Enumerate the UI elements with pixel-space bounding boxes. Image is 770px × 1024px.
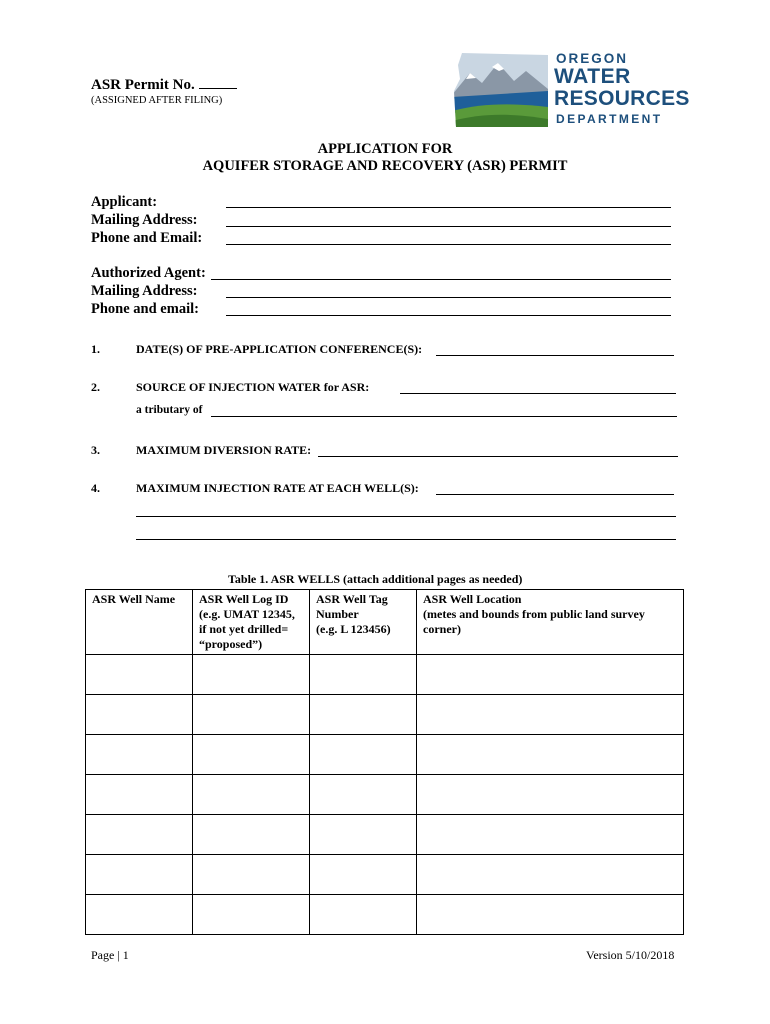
header-line: ASR Well Location	[423, 592, 522, 606]
header-line: corner)	[423, 622, 461, 636]
item-3-input-line[interactable]	[318, 456, 678, 457]
applicant-phone-input-line[interactable]	[226, 244, 671, 245]
header-line: if not yet drilled=	[199, 622, 289, 636]
table-row	[86, 895, 684, 935]
header-line: ASR Well Name	[92, 592, 176, 606]
asr-wells-table	[85, 589, 684, 935]
well-name-cell[interactable]	[86, 775, 193, 815]
col-header-well-tag	[310, 590, 417, 655]
col-header-well-name	[86, 590, 193, 655]
well-log-id-cell[interactable]	[193, 895, 310, 935]
item-1-input-line[interactable]	[436, 355, 674, 356]
permit-number-label: ASR Permit No.	[91, 77, 195, 93]
item-4-extra-line-1[interactable]	[136, 516, 676, 517]
owrd-logo	[452, 51, 690, 131]
well-location-cell[interactable]	[417, 895, 684, 935]
well-log-id-cell[interactable]	[193, 735, 310, 775]
well-tag-cell[interactable]	[310, 855, 417, 895]
item-2-input-line[interactable]	[400, 393, 676, 394]
applicant-mailing-input-line[interactable]	[226, 226, 671, 227]
well-log-id-cell[interactable]	[193, 815, 310, 855]
page-number: Page | 1	[91, 948, 129, 962]
col-header-well-log-id	[193, 590, 310, 655]
table-header-row	[86, 590, 684, 655]
well-name-cell[interactable]	[86, 655, 193, 695]
table-row	[86, 655, 684, 695]
header-line: (metes and bounds from public land survey	[423, 607, 645, 621]
well-log-id-cell[interactable]	[193, 775, 310, 815]
item-3-label: MAXIMUM DIVERSION RATE:	[136, 443, 312, 457]
agent-label: Authorized Agent:	[91, 265, 206, 281]
well-location-cell[interactable]	[417, 775, 684, 815]
well-name-cell[interactable]	[86, 695, 193, 735]
table-row	[86, 775, 684, 815]
well-name-cell[interactable]	[86, 895, 193, 935]
well-log-id-cell[interactable]	[193, 655, 310, 695]
applicant-mailing-label: Mailing Address:	[91, 212, 198, 228]
title-line-1: APPLICATION FOR	[317, 141, 453, 157]
well-location-cell[interactable]	[417, 695, 684, 735]
agent-mailing-input-line[interactable]	[226, 297, 671, 298]
header-line: ASR Well Tag	[316, 592, 388, 606]
title-line-2: AQUIFER STORAGE AND RECOVERY (ASR) PERMIT	[202, 158, 568, 174]
col-header-well-location	[417, 590, 684, 655]
well-log-id-cell[interactable]	[193, 855, 310, 895]
applicant-phone-label: Phone and Email:	[91, 230, 203, 246]
item-2-number: 2.	[91, 380, 100, 394]
header-line: (e.g. UMAT 12345,	[199, 607, 295, 621]
table-row	[86, 695, 684, 735]
permit-number-field	[91, 76, 237, 94]
item-4-label: MAXIMUM INJECTION RATE AT EACH WELL(S):	[136, 481, 419, 495]
well-name-cell[interactable]	[86, 735, 193, 775]
well-tag-cell[interactable]	[310, 775, 417, 815]
table-row	[86, 735, 684, 775]
well-log-id-cell[interactable]	[193, 695, 310, 735]
header-line: “proposed”)	[199, 637, 263, 651]
well-location-cell[interactable]	[417, 815, 684, 855]
well-tag-cell[interactable]	[310, 695, 417, 735]
well-tag-cell[interactable]	[310, 895, 417, 935]
agent-phone-input-line[interactable]	[226, 315, 671, 316]
item-2-tributary-label: a tributary of	[136, 404, 203, 416]
header-line: ASR Well Log ID	[199, 592, 289, 606]
table-row	[86, 815, 684, 855]
agent-phone-label: Phone and email:	[91, 301, 199, 317]
table-row	[86, 855, 684, 895]
logo-text-oregon: OREGON	[556, 51, 629, 66]
version-label: Version 5/10/2018	[586, 948, 675, 962]
well-name-cell[interactable]	[86, 815, 193, 855]
item-3-number: 3.	[91, 443, 100, 457]
applicant-label: Applicant:	[91, 194, 158, 210]
permit-number-blank[interactable]	[199, 76, 237, 89]
header-line: (e.g. L 123456)	[316, 622, 391, 636]
well-location-cell[interactable]	[417, 655, 684, 695]
well-name-cell[interactable]	[86, 855, 193, 895]
item-4-input-line[interactable]	[436, 494, 674, 495]
item-4-number: 4.	[91, 481, 100, 495]
logo-text-department: DEPARTMENT	[556, 112, 663, 126]
oregon-state-logo-icon	[452, 51, 548, 129]
well-location-cell[interactable]	[417, 855, 684, 895]
table-caption: Table 1. ASR WELLS (attach additional pages as needed)	[228, 572, 523, 586]
agent-mailing-label: Mailing Address:	[91, 283, 198, 299]
agent-input-line[interactable]	[211, 279, 671, 280]
applicant-input-line[interactable]	[226, 207, 671, 208]
item-2-label: SOURCE OF INJECTION WATER for ASR:	[136, 380, 370, 394]
item-1-label: DATE(S) OF PRE-APPLICATION CONFERENCE(S):	[136, 342, 423, 356]
well-tag-cell[interactable]	[310, 655, 417, 695]
well-tag-cell[interactable]	[310, 735, 417, 775]
well-tag-cell[interactable]	[310, 815, 417, 855]
logo-text-water: WATER	[554, 65, 631, 88]
item-2-tributary-input-line[interactable]	[211, 416, 677, 417]
well-location-cell[interactable]	[417, 735, 684, 775]
header-line: Number	[316, 607, 359, 621]
logo-text-resources: RESOURCES	[554, 87, 690, 110]
item-1-number: 1.	[91, 342, 100, 356]
item-4-extra-line-2[interactable]	[136, 539, 676, 540]
assigned-note: (ASSIGNED AFTER FILING)	[91, 95, 223, 106]
